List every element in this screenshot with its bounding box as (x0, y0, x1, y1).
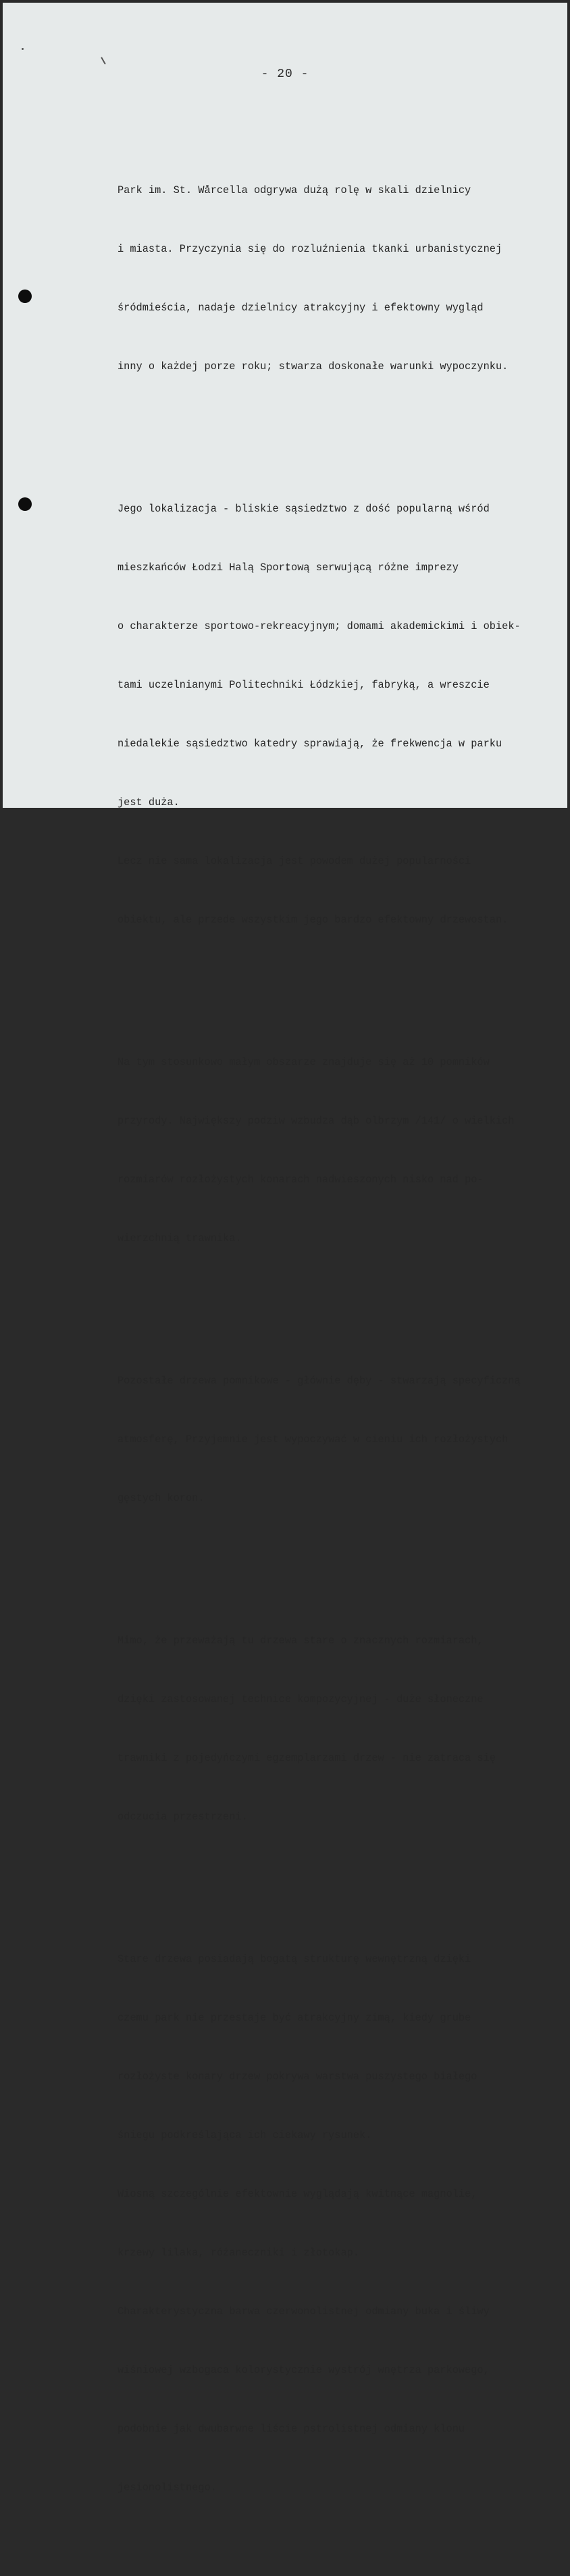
text-line: krzewy lilaka, różaneczniki i złotokap. (118, 2247, 360, 2259)
text-line: rozłożyste konary drzew pokrywa warstwa puszystego białego (118, 2071, 477, 2083)
text-line: przyrody. Największy podziw wzbudza dąb olbrzym /141/ o wielkich (118, 1115, 515, 1127)
text-line: Mimo, że przeważają tu drzewa stare o znacznych rozmiarach, (118, 1635, 484, 1647)
paper-speck (22, 48, 24, 50)
text-line: Stare drzewa posiadają bogatą strukturę wewnętrzną dzięki (118, 1953, 471, 1965)
text-line: niedalekie sąsiedztwo katedry sprawiają, że frekwencja w parku (118, 738, 502, 750)
text-line: o charakterze sportowo-rekreacyjnym; domami akademickimi i obiek- (118, 620, 521, 632)
text-line: Jego lokalizacja - bliskie sąsiedztwo z dość popularną wśród (118, 503, 490, 515)
text-line: podobnie jak dwubarwne liście pstrolistnej odmiany klonu (118, 2423, 465, 2435)
text-line: jesionolistnego. (118, 2482, 217, 2494)
text-line: czemu park nie przestaje być atrakcyjny zimą, kiedy grube (118, 2012, 471, 2024)
text-line: śródmieścia, nadaje dzielnicy atrakcyjny i efektowny wygląd (118, 302, 484, 314)
body-text (118, 103, 570, 2576)
text-line: mieszkańców Łodzi Halą Sportową serwującą różne imprezy (118, 561, 459, 574)
text-line: odczucia przestrzeni. (118, 1811, 248, 1823)
text-line: Lecz nie sama lokalizacja jest powodem dużej popularności (118, 855, 471, 867)
text-line: wierzchnią trawnika. (118, 1232, 242, 1244)
text-line: tami uczelnianymi Politechniki Łódzkiej, fabryką, a wreszcie (118, 679, 490, 691)
punch-hole-bottom (18, 497, 32, 511)
paragraph (118, 1014, 570, 1288)
paragraph (118, 142, 570, 416)
document-page (3, 3, 567, 2494)
paragraph (118, 1911, 570, 2537)
text-line: Park im. St. Wårcella odgrywa dużą rolę w skali dzielnicy (118, 184, 471, 196)
text-line: wiśniowej wzbogaca kolorystycznie wystrój wnętrza parkowego, (118, 2364, 490, 2376)
text-line: obiektu, ale przede wszystkim jego bardzo efektowny drzewostan. (118, 914, 509, 926)
text-line: Pozostałe drzewa pomnikowe - głównie dęby - stwarzają specyficzną (118, 1375, 521, 1387)
text-line: Charakterystyczna barwa czerwonolistnej odmiany buka i śliwy (118, 2305, 490, 2318)
text-line: atmosferę, Przyjemnie jest wypoczywać w cieniu ich rozłożystych (118, 1433, 509, 1446)
text-line: trawniki z pojedyńczymi egzemplarzami drzew - nie zatraca się (118, 1752, 496, 1764)
text-line: gęstych koron. (118, 1492, 205, 1504)
text-line: rozmiarów rozłożystych konarach nadwieszonych nisko nad po- (118, 1174, 484, 1186)
paragraph (118, 460, 570, 969)
text-line: jest duża. (118, 796, 180, 809)
page-number: - 20 - (261, 67, 309, 81)
paragraph (118, 1332, 570, 1547)
text-line: inny o każdej porze roku; stwarza doskonałe warunki wypoczynku. (118, 360, 509, 373)
text-line: i miasta. Przyczynia się do rozluźnienia tkanki urbanistycznej (118, 243, 502, 255)
text-line: dzięki zastosowanej technice kompozycyjnej - duże słoneczne (118, 1693, 484, 1705)
paragraph (118, 1592, 570, 1866)
punch-hole-top (18, 290, 32, 303)
text-line: śniegu podkreślająca ich ciekawy rysunek. (118, 2129, 372, 2141)
text-line: Wiosną szczególnie efektownie wyglądają kwitnące magnolie, (118, 2188, 477, 2200)
text-line: Na tym stosunkowo małym obszarze znajduje się aż 10 pomników (118, 1056, 490, 1068)
paper-speck (101, 57, 106, 64)
